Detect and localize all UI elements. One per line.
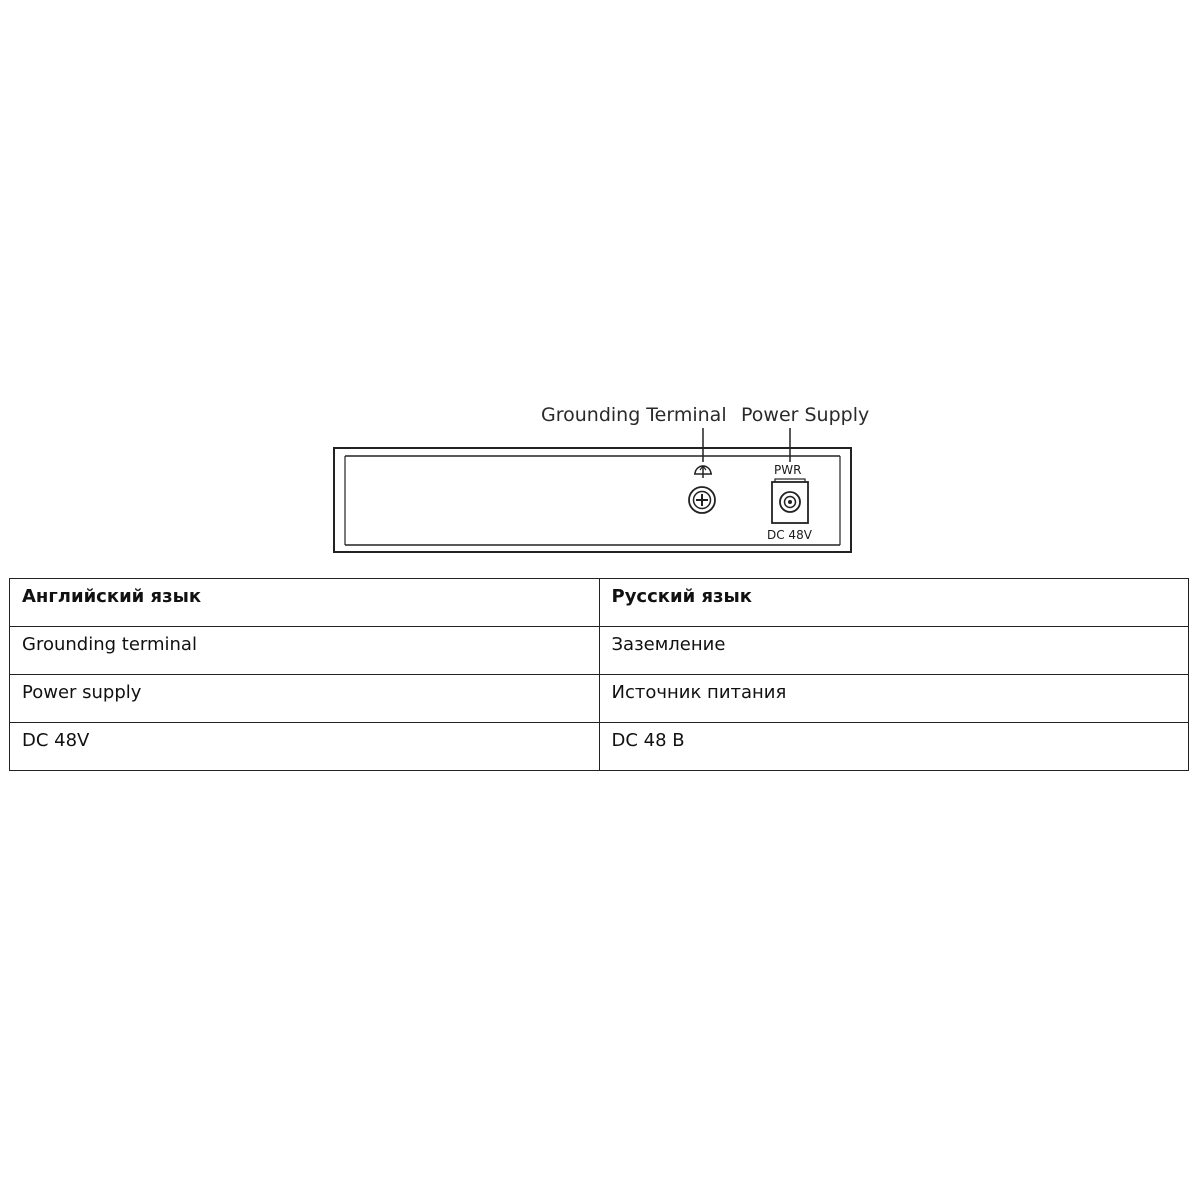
- device-rear-panel-diagram: [0, 0, 1200, 570]
- table-row: [10, 723, 1189, 771]
- screw-icon: [689, 487, 715, 513]
- cell-english: Power supply: [10, 675, 600, 723]
- cell-russian: Заземление: [599, 627, 1189, 675]
- rear-panel-drawing: [0, 0, 1200, 570]
- cell-russian: Источник питания: [599, 675, 1189, 723]
- dc-jack-icon: [772, 479, 808, 523]
- header-english: Английский язык: [10, 579, 600, 627]
- pwr-port-label: PWR: [774, 463, 802, 477]
- grounding-terminal-label: Grounding Terminal: [541, 404, 727, 426]
- dc-rating-label: DC 48V: [767, 528, 812, 542]
- cell-russian: DC 48 В: [599, 723, 1189, 771]
- table-header-row: [10, 579, 1189, 627]
- table-row: [10, 627, 1189, 675]
- power-supply-label: Power Supply: [741, 404, 870, 426]
- translation-table: [9, 578, 1189, 771]
- cell-english: DC 48V: [10, 723, 600, 771]
- header-russian: Русский язык: [599, 579, 1189, 627]
- table-row: [10, 675, 1189, 723]
- cell-english: Grounding terminal: [10, 627, 600, 675]
